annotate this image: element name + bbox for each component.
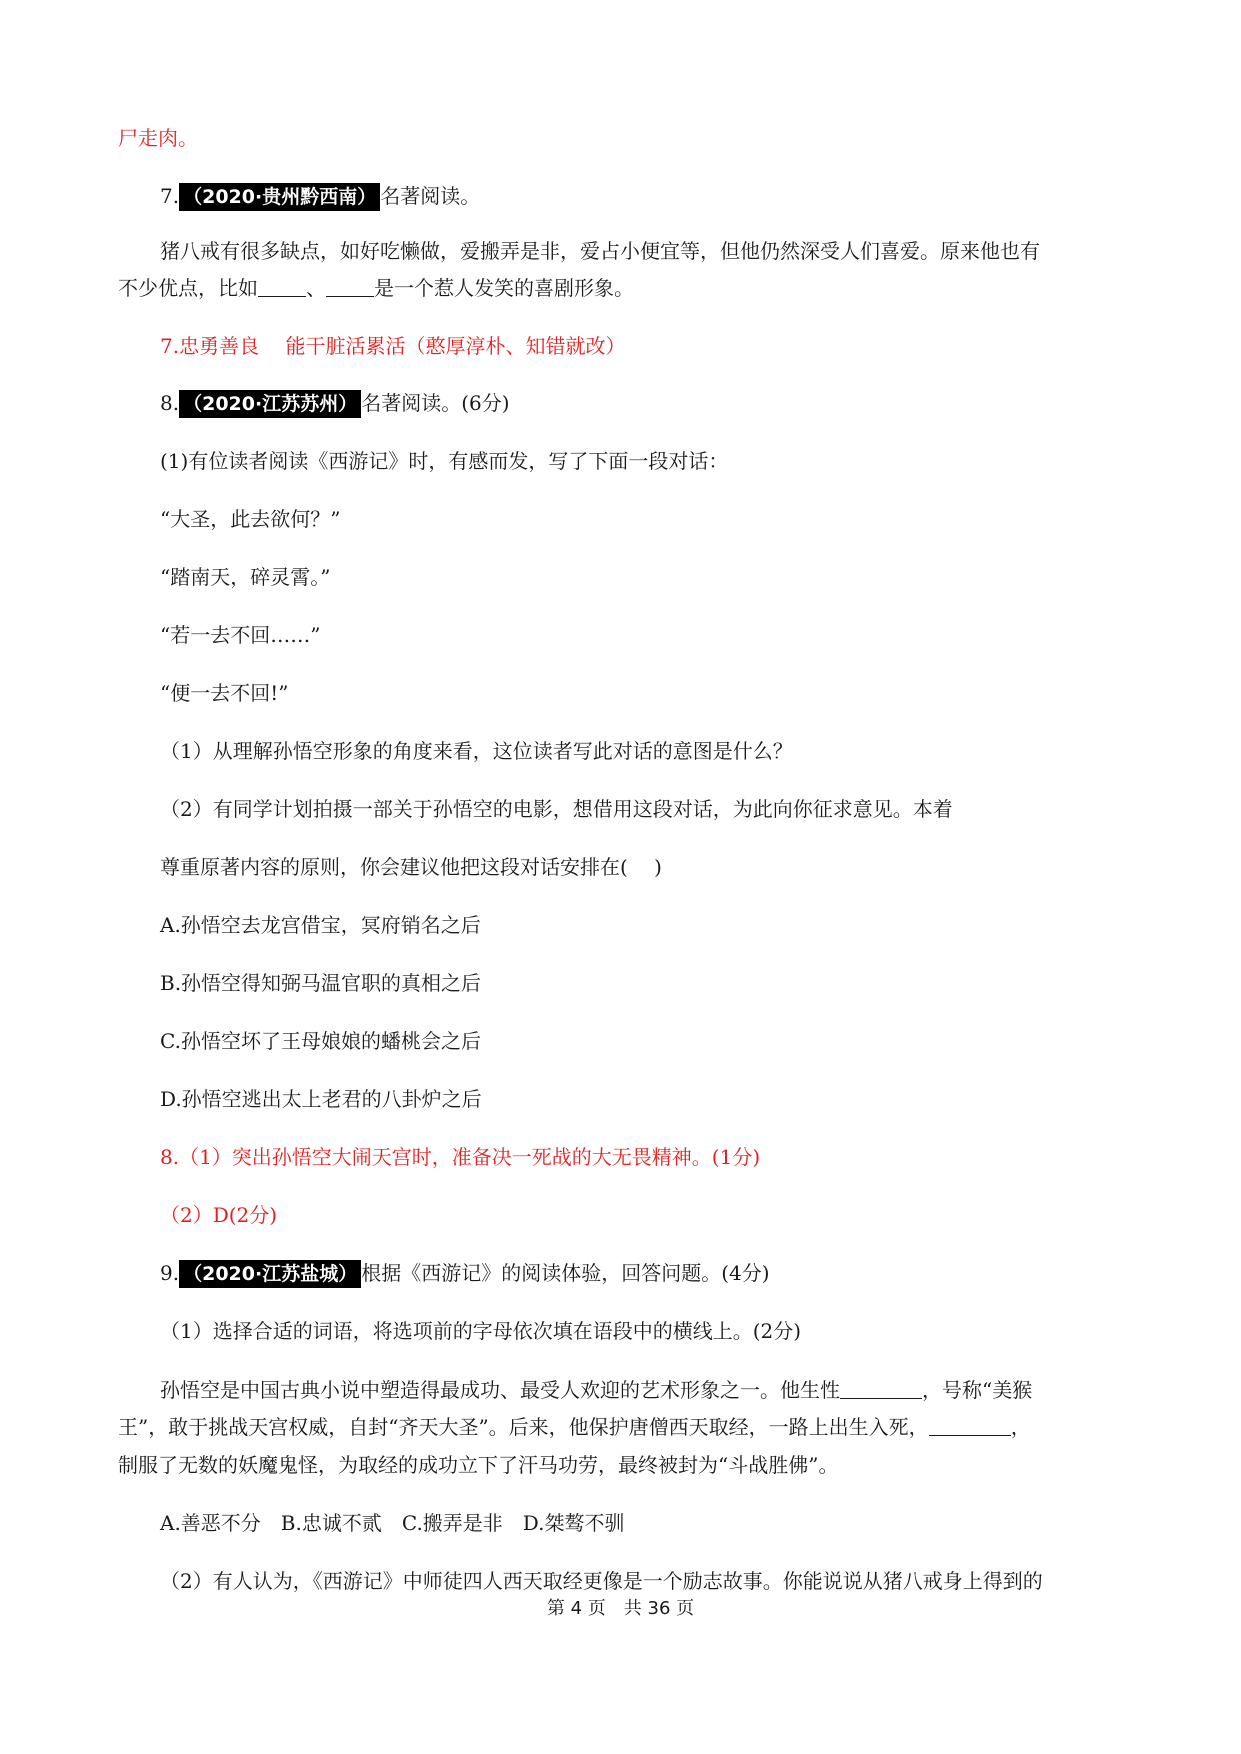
question-8-heading [160, 388, 510, 418]
question-9-sub-2: （2）有人认为，《西游记》中师徒四人西天取经更像是一个励志故事。你能说说从猪八戒身上得到的 [160, 1569, 1043, 1593]
option-c: C.孙悟空坏了王母娘娘的蟠桃会之后 [160, 1029, 481, 1053]
question-number: 7. [160, 184, 180, 208]
question-8-sub-2-line-1: （2）有同学计划拍摄一部关于孙悟空的电影，想借用这段对话，为此向你征求意见。本着 [160, 797, 953, 821]
option-d: D.孙悟空逃出太上老君的八卦炉之后 [160, 1087, 482, 1111]
question-8-answer-1: 8.（1）突出孙悟空大闹天宫时，准备决一死战的大无畏精神。(1分) [160, 1145, 761, 1169]
dialog-line: “大圣，此去欲何？” [160, 507, 341, 531]
question-9-paragraph-line-1: 孙悟空是中国古典小说中塑造得最成功、最受人欢迎的艺术形象之一。他生性 ，号称“美猴 [160, 1378, 1033, 1402]
current-page-number: 4 [570, 1598, 583, 1619]
dialog-line: “若一去不回……” [160, 623, 321, 647]
answer-blank[interactable] [840, 1378, 922, 1399]
source-tag: （2020·贵州黔西南） [179, 183, 380, 211]
option-a: A.孙悟空去龙宫借宝，冥府销名之后 [160, 913, 481, 937]
question-8-answer-2: （2）D(2分) [160, 1203, 278, 1227]
previous-answer-tail: 尸走肉。 [118, 126, 198, 150]
answer-blank[interactable] [326, 276, 374, 297]
page-footer: 第 4 页 共 36 页 [0, 1596, 1241, 1622]
question-7-answer: 7.忠勇善良 能干脏活累活（憨厚淳朴、知错就改） [160, 334, 626, 358]
answer-blank[interactable] [929, 1415, 1011, 1436]
option-b: B.孙悟空得知弼马温官职的真相之后 [160, 971, 482, 995]
question-7-body-line-1: 猪八戒有很多缺点，如好吃懒做，爱搬弄是非，爱占小便宜等，但他仍然深受人们喜爱。原来他也有 [160, 239, 1040, 263]
question-7-body-line-2: 不少优点，比如 、 是一个惹人发笑的喜剧形象。 [118, 276, 634, 300]
question-number: 9. [160, 1261, 180, 1285]
total-page-number: 36 [647, 1598, 671, 1619]
question-9-sub-1: （1）选择合适的词语，将选项前的字母依次填在语段中的横线上。(2分) [160, 1319, 802, 1343]
question-7-heading [160, 181, 480, 211]
question-9-heading [160, 1258, 770, 1288]
question-9-paragraph-line-2: 王”，敢于挑战天宫权威，自封“齐天大圣”。后来，他保护唐僧西天取经，一路上出生入死， ， [118, 1415, 1031, 1439]
dialog-line: “踏南天，碎灵霄。” [160, 565, 331, 589]
question-9-options: A.善恶不分 B.忠诚不贰 C.搬弄是非 D.桀骜不驯 [160, 1511, 625, 1535]
question-8-sub-2-line-2: 尊重原著内容的原则，你会建议他把这段对话安排在( ) [160, 855, 662, 879]
source-tag: （2020·江苏盐城） [179, 1260, 361, 1288]
answer-blank[interactable] [258, 276, 306, 297]
question-title: 名著阅读。(6分) [361, 391, 510, 415]
question-8-sub-1: （1）从理解孙悟空形象的角度来看，这位读者写此对话的意图是什么？ [160, 739, 793, 763]
question-title: 名著阅读。 [380, 184, 481, 208]
question-number: 8. [160, 391, 180, 415]
question-8-intro: (1)有位读者阅读《西游记》时，有感而发，写了下面一段对话： [160, 449, 729, 473]
question-9-paragraph-line-3: 制服了无数的妖魔鬼怪，为取经的成功立下了汗马功劳，最终被封为“斗战胜佛”。 [118, 1453, 839, 1477]
question-title: 根据《西游记》的阅读体验，回答问题。(4分) [361, 1261, 770, 1285]
source-tag: （2020·江苏苏州） [179, 390, 361, 418]
dialog-line: “便一去不回!” [160, 681, 289, 705]
